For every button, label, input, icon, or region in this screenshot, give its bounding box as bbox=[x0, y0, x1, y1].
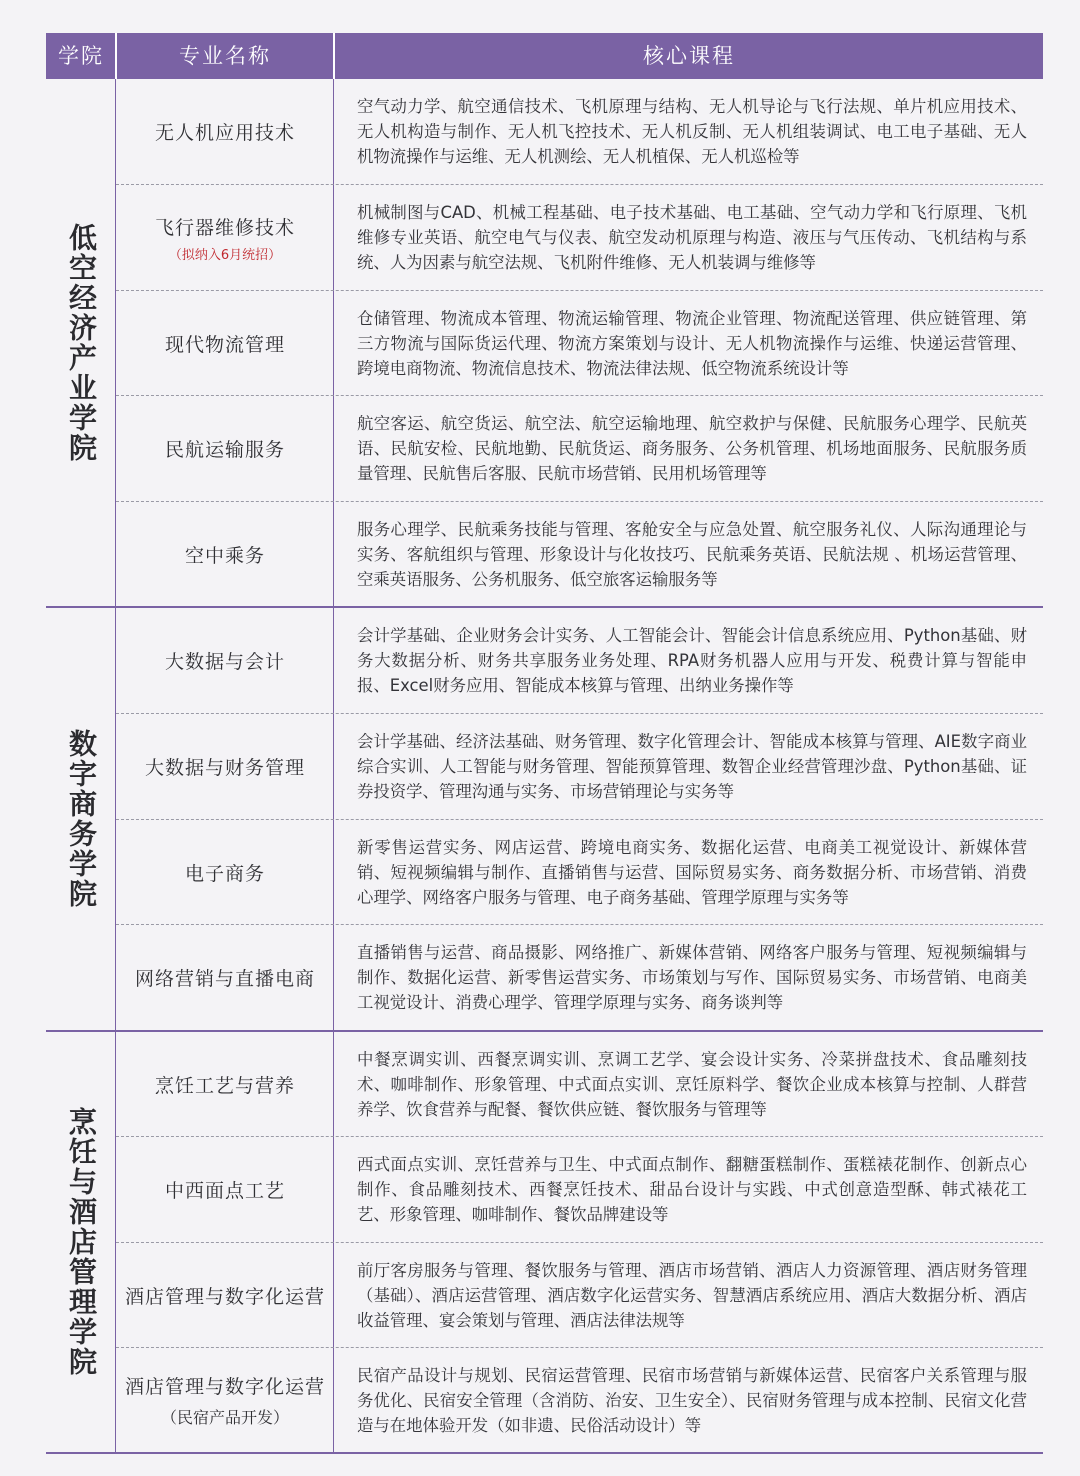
table-header bbox=[46, 33, 1043, 79]
header-major: 专业名称 bbox=[179, 44, 271, 68]
major-cell bbox=[116, 396, 334, 501]
course-cell bbox=[357, 608, 1027, 713]
course-cell bbox=[357, 1348, 1027, 1452]
course-cell bbox=[357, 714, 1027, 819]
course-cell bbox=[357, 185, 1027, 290]
major-name: 电子商务 bbox=[184, 862, 265, 885]
major-name: 飞行器维修技术 bbox=[154, 216, 295, 239]
major-name: 中西面点工艺 bbox=[164, 1180, 285, 1202]
major-cell bbox=[116, 1243, 334, 1347]
major-cell bbox=[116, 1137, 334, 1242]
course-list: 服务心理学、民航乘务技能与管理、客舱安全与应急处置、航空服务礼仪、人际沟通理论与实务、客航组织与管理、形象设计与化妆技巧、民航乘务英语、民航法规 、机场运营管理、空乘英语服务、公务机服务、低空旅客运输服务等 bbox=[357, 519, 1027, 589]
course-list: 民宿产品设计与规划、民宿运营管理、民宿市场营销与新媒体运营、民宿客户关系管理与服务优化、民宿安全管理（含消防、治安、卫生安全）、民宿财务管理与成本控制、民宿文化营造与在地体验开发（如非遗、民俗活动设计）等 bbox=[357, 1365, 1027, 1435]
major-name: 烹饪工艺与营养 bbox=[154, 1074, 295, 1097]
major-note: （拟纳入6月统招） bbox=[168, 247, 282, 263]
header-college: 学院 bbox=[58, 44, 104, 68]
college-cell bbox=[46, 79, 116, 606]
major-name: 大数据与会计 bbox=[164, 651, 285, 673]
course-cell bbox=[357, 79, 1027, 184]
course-list: 直播销售与运营、商品摄影、网络推广、新媒体营销、网络客户服务与管理、短视频编辑与制作、数据化运营、新零售运营实务、市场策划与写作、国际贸易实务、市场营销、电商美工视觉设计、消费心理学、管理学原理与实务、商务谈判等 bbox=[357, 943, 1027, 1012]
college-name: 数字商务学院 bbox=[65, 729, 98, 909]
course-list: 机械制图与CAD、机械工程基础、电子技术基础、电工基础、空气动力学和飞行原理、飞机维修专业英语、航空电气与仪表、航空发动机原理与构造、液压与气压传动、飞机结构与系统、人为因素与航空法规、飞机附件维修、无人机装调与维修等 bbox=[357, 203, 1027, 272]
college-cell bbox=[46, 608, 116, 1030]
college-name: 烹饪与酒店管理学院 bbox=[65, 1107, 98, 1377]
major-cell bbox=[116, 291, 334, 395]
course-cell bbox=[357, 396, 1027, 501]
major-cell bbox=[116, 820, 334, 924]
course-cell bbox=[357, 291, 1027, 395]
major-cell bbox=[116, 925, 334, 1030]
course-cell bbox=[357, 925, 1027, 1030]
major-name: 酒店管理与数字化运营 bbox=[124, 1285, 325, 1308]
course-list: 中餐烹调实训、西餐烹调实训、烹调工艺学、宴会设计实务、冷菜拼盘技术、食品雕刻技术、咖啡制作、形象管理、中式面点实训、烹饪原料学、餐饮企业成本核算与控制、人群营养学、饮食营养与配餐、餐饮供应链、餐饮服务与管理等 bbox=[357, 1049, 1027, 1119]
college-cell bbox=[46, 1032, 116, 1452]
college-name: 低空经济产业学院 bbox=[65, 222, 98, 463]
group-divider bbox=[46, 1452, 1043, 1454]
major-name: 酒店管理与数字化运营 bbox=[124, 1376, 325, 1398]
course-cell bbox=[357, 820, 1027, 924]
major-cell bbox=[116, 502, 334, 606]
course-list: 前厅客房服务与管理、餐饮服务与管理、酒店市场营销、酒店人力资源管理、酒店财务管理（基础）、酒店运营管理、酒店数字化运营实务、智慧酒店系统应用、酒店大数据分析、酒店收益管理、宴会策划与管理、酒店法律法规等 bbox=[357, 1260, 1027, 1330]
course-cell bbox=[357, 1032, 1027, 1136]
major-cell bbox=[116, 79, 334, 184]
header-courses: 核心课程 bbox=[643, 44, 735, 68]
major-name: 民航运输服务 bbox=[164, 439, 285, 461]
course-cell bbox=[357, 502, 1027, 606]
major-name: 无人机应用技术 bbox=[154, 122, 295, 144]
major-name: 空中乘务 bbox=[184, 544, 265, 567]
course-list: 仓储管理、物流成本管理、物流运输管理、物流企业管理、物流配送管理、供应链管理、第三方物流与国际货运代理、物流方案策划与设计、无人机物流操作与运维、快递运营管理、跨境电商物流、物流信息技术、物流法律法规、低空物流系统设计等 bbox=[357, 308, 1027, 378]
course-list: 航空客运、航空货运、航空法、航空运输地理、航空救护与保健、民航服务心理学、民航英语、民航安检、民航地勤、民航货运、商务服务、公务机管理、机场地面服务、民航服务质量管理、民航售后客服、民航市场营销、民用机场管理等 bbox=[357, 414, 1027, 483]
course-list: 新零售运营实务、网店运营、跨境电商实务、数据化运营、电商美工视觉设计、新媒体营销、短视频编辑与制作、直播销售与运营、国际贸易实务、商务数据分析、市场营销、消费心理学、网络客户服务与管理、电子商务基础、管理学原理与实务等 bbox=[357, 837, 1027, 907]
course-list: 会计学基础、企业财务会计实务、人工智能会计、智能会计信息系统应用、Python基础、财务大数据分析、财务共享服务业务处理、RPA财务机器人应用与开发、税费计算与智能申报、Excel财务应用、智能成本核算与管理、出纳业务操作等 bbox=[357, 626, 1027, 695]
major-cell bbox=[116, 714, 334, 819]
major-name: 现代物流管理 bbox=[164, 333, 285, 356]
major-name: 网络营销与直播电商 bbox=[134, 968, 315, 990]
major-subtitle: （民宿产品开发） bbox=[160, 1408, 289, 1427]
major-cell bbox=[116, 1032, 334, 1136]
course-list: 西式面点实训、烹饪营养与卫生、中式面点制作、翻糖蛋糕制作、蛋糕裱花制作、创新点心制作、食品雕刻技术、西餐烹饪技术、甜品台设计与实践、中式创意造型酥、韩式裱花工艺、形象管理、咖啡制作、餐饮品牌建设等 bbox=[357, 1155, 1027, 1224]
course-list: 空气动力学、航空通信技术、飞机原理与结构、无人机导论与飞行法规、单片机应用技术、无人机构造与制作、无人机飞控技术、无人机反制、无人机组装调试、电工电子基础、无人机物流操作与运维、无人机测绘、无人机植保、无人机巡检等 bbox=[357, 97, 1027, 166]
course-cell bbox=[357, 1137, 1027, 1242]
course-list: 会计学基础、经济法基础、财务管理、数字化管理会计、智能成本核算与管理、AIE数字商业综合实训、人工智能与财务管理、智能预算管理、数智企业经营管理沙盘、Python基础、证券投资学、管理沟通与实务、市场营销理论与实务等 bbox=[357, 732, 1027, 801]
major-name: 大数据与财务管理 bbox=[144, 757, 305, 779]
major-cell bbox=[116, 1348, 334, 1452]
course-cell bbox=[357, 1243, 1027, 1347]
major-cell bbox=[116, 185, 334, 290]
major-cell bbox=[116, 608, 334, 713]
